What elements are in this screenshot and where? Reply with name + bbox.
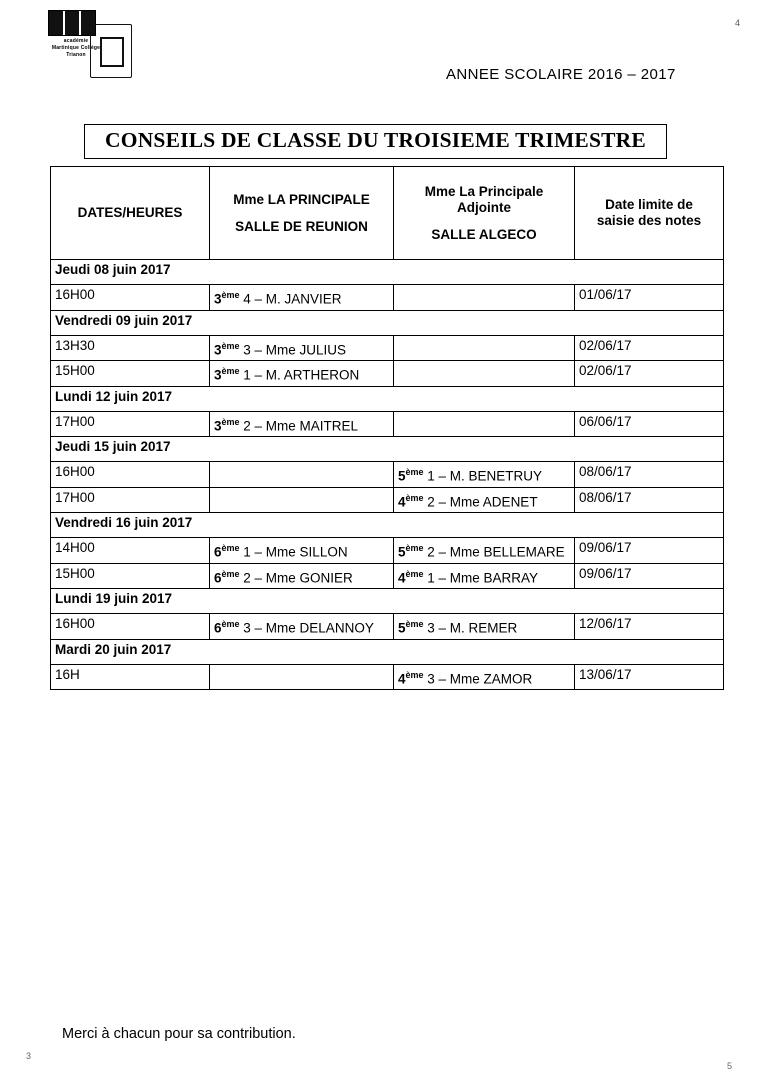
table-row-day [51,386,724,411]
footer-note: Merci à chacun pour sa contribution. [62,1026,296,1042]
cell-adjointe-class [394,285,575,311]
table-row [51,487,724,513]
table-row [51,664,724,690]
cell-adjointe-class: 4ème 2 – Mme ADENET [394,487,575,513]
day-label: Vendredi 16 juin 2017 [51,513,724,538]
page-title: CONSEILS DE CLASSE DU TROISIEME TRIMESTRE [105,128,646,152]
cell-deadline: 09/06/17 [575,538,724,564]
cell-time: 14H00 [51,538,210,564]
cell-deadline: 08/06/17 [575,487,724,513]
table-row-day [51,260,724,285]
cell-deadline: 13/06/17 [575,664,724,690]
cell-adjointe-class: 5ème 2 – Mme BELLEMARE [394,538,575,564]
cell-time: 15H00 [51,563,210,589]
letterhead-caption: académie Martinique Collège Trianon [51,38,101,58]
table-row [51,462,724,488]
cell-principale-class [210,487,394,513]
day-label: Jeudi 08 juin 2017 [51,260,724,285]
cell-deadline: 01/06/17 [575,285,724,311]
cell-deadline: 12/06/17 [575,614,724,640]
cell-adjointe-class: 5ème 3 – M. REMER [394,614,575,640]
cell-adjointe-class [394,361,575,387]
column-header-principale-adjointe: Mme La Principale Adjointe SALLE ALGECO [394,167,575,260]
column-header-deadline: Date limite de saisie des notes [575,167,724,260]
cell-time: 16H00 [51,614,210,640]
table-row [51,614,724,640]
column-header-dates-hours: DATES/HEURES [51,167,210,260]
school-year-label: ANNEE SCOLAIRE 2016 – 2017 [446,66,676,83]
cell-deadline: 02/06/17 [575,361,724,387]
table-row-day [51,639,724,664]
day-label: Vendredi 09 juin 2017 [51,310,724,335]
cell-principale-class: 3ème 1 – M. ARTHERON [210,361,394,387]
table-row-day [51,310,724,335]
table-body [51,260,724,690]
cell-adjointe-class [394,411,575,437]
cell-deadline: 06/06/17 [575,411,724,437]
cell-time: 16H00 [51,285,210,311]
cell-time: 17H00 [51,487,210,513]
cell-adjointe-class: 5ème 1 – M. BENETRUY [394,462,575,488]
cell-adjointe-class: 4ème 3 – Mme ZAMOR [394,664,575,690]
cell-principale-class: 6ème 1 – Mme SILLON [210,538,394,564]
cell-principale-class: 3ème 3 – Mme JULIUS [210,335,394,361]
cell-time: 16H00 [51,462,210,488]
cell-deadline: 08/06/17 [575,462,724,488]
cell-principale-class: 6ème 2 – Mme GONIER [210,563,394,589]
table-row [51,335,724,361]
council-schedule-table [50,166,724,690]
table-row-day [51,589,724,614]
column-header-principale: Mme LA PRINCIPALE SALLE DE REUNION [210,167,394,260]
table-row [51,411,724,437]
day-label: Mardi 20 juin 2017 [51,639,724,664]
table-row [51,563,724,589]
school-seal-inner-icon [100,37,124,67]
day-label: Lundi 12 juin 2017 [51,386,724,411]
cell-deadline: 09/06/17 [575,563,724,589]
cell-deadline: 02/06/17 [575,335,724,361]
bottom-mark: 5 [726,1061,732,1071]
cell-adjointe-class: 4ème 1 – Mme BARRAY [394,563,575,589]
table-row [51,538,724,564]
cell-time: 17H00 [51,411,210,437]
table-row-day [51,437,724,462]
day-label: Jeudi 15 juin 2017 [51,437,724,462]
cell-principale-class: 3ème 2 – Mme MAITREL [210,411,394,437]
cell-principale-class: 6ème 3 – Mme DELANNOY [210,614,394,640]
cell-time: 16H [51,664,210,690]
document-title-box [84,124,667,159]
corner-mark: 4 [734,18,740,28]
republic-logo-icon [48,10,96,36]
table-header [51,167,724,260]
table-row-day [51,513,724,538]
cell-adjointe-class [394,335,575,361]
cell-principale-class [210,664,394,690]
cell-time: 13H30 [51,335,210,361]
cell-principale-class: 3ème 4 – M. JANVIER [210,285,394,311]
school-seal-icon [90,24,132,78]
school-letterhead [48,10,138,82]
cell-time: 15H00 [51,361,210,387]
table-row [51,285,724,311]
cell-principale-class [210,462,394,488]
table-row [51,361,724,387]
day-label: Lundi 19 juin 2017 [51,589,724,614]
left-mark: 3 [26,1051,32,1061]
